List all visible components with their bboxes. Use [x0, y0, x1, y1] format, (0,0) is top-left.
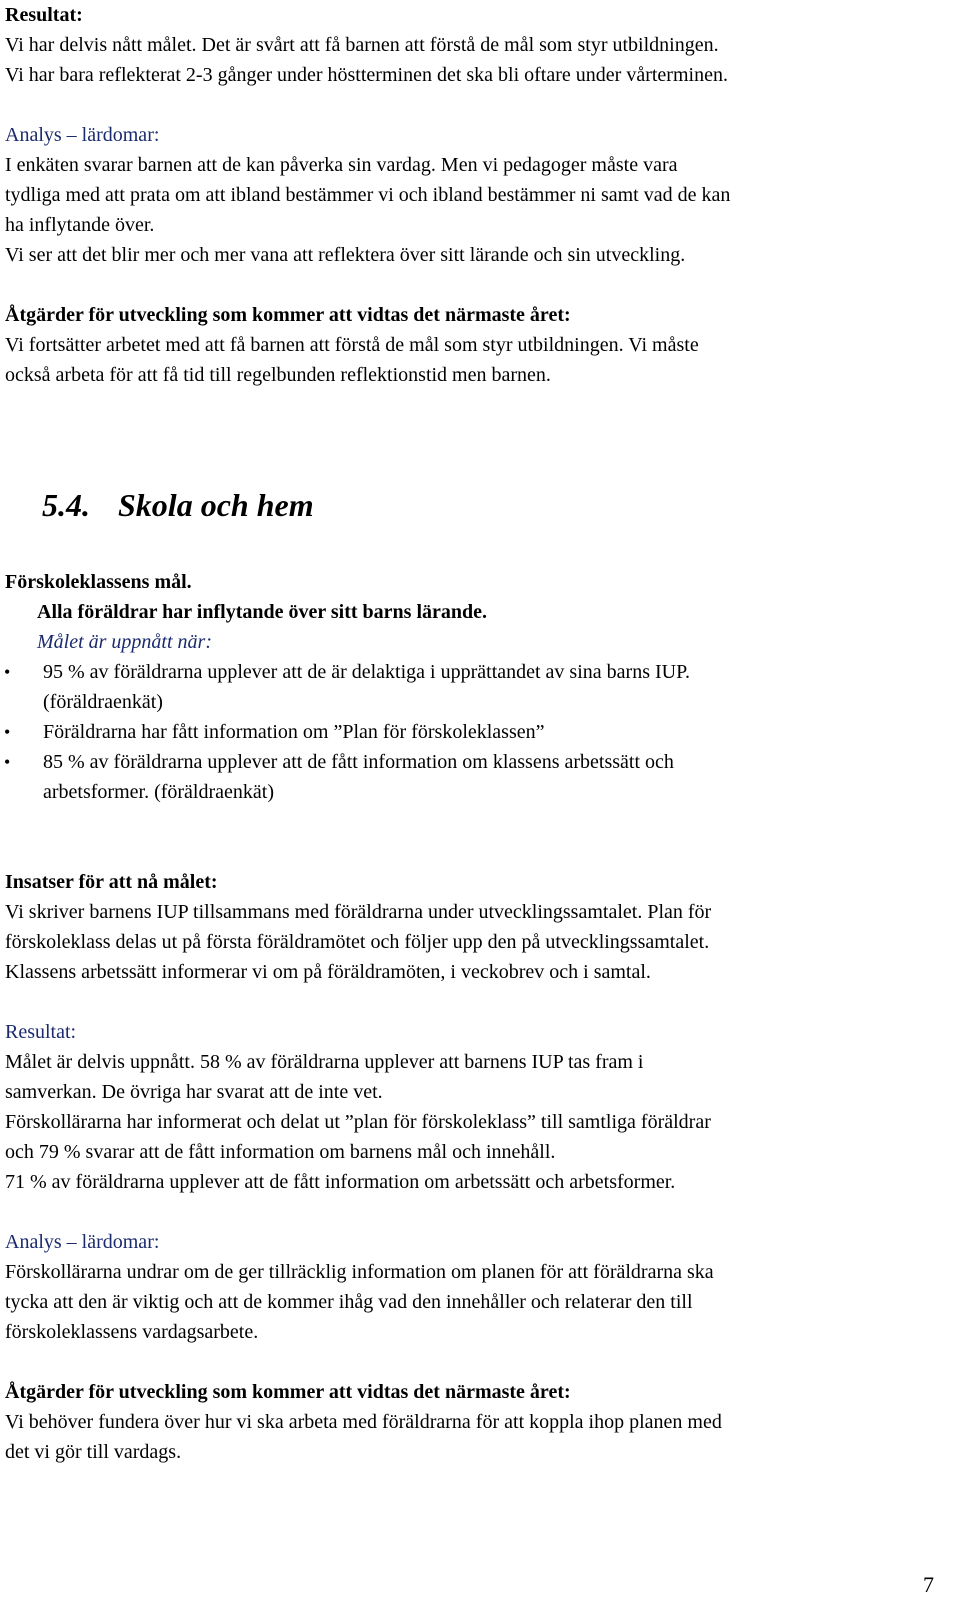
goal-criteria-list: [5, 657, 950, 807]
efforts-text: [5, 897, 950, 987]
section-number: 5.4.: [42, 487, 90, 523]
list-item-line: 85 % av föräldrarna upplever att de fått information om klassens arbetssätt och: [43, 751, 674, 773]
list-item-line: 95 % av föräldrarna upplever att de är delaktiga i upprättandet av sina barns IUP.: [43, 661, 690, 683]
actions2-line: det vi gör till vardags.: [5, 1441, 182, 1463]
analysis-line: ha inflytande över.: [5, 214, 155, 236]
efforts-line: förskoleklass delas ut på första föräldramötet och följer upp den på utvecklingssamtalet.: [5, 931, 710, 953]
analysis2-line: förskoleklassens vardagsarbete.: [5, 1321, 259, 1343]
actions2-heading: Åtgärder för utveckling som kommer att vidtas det närmaste året:: [5, 1381, 571, 1403]
actions-line: också arbeta för att få tid till regelbunden reflektionstid men barnen.: [5, 364, 551, 386]
actions-text: [5, 330, 950, 390]
analysis2-text: [5, 1257, 950, 1347]
analysis-text: [5, 150, 950, 270]
result2-heading: Resultat:: [5, 1021, 77, 1043]
analysis2-line: tycka att den är viktig och att de kommer ihåg vad den innehåller och relaterar den till: [5, 1291, 693, 1313]
bullet-icon: •: [4, 662, 11, 682]
goal-heading: Förskoleklassens mål.: [5, 571, 192, 593]
list-item: [5, 657, 950, 717]
analysis-line: tydliga med att prata om att ibland bestämmer vi och ibland bestämmer ni samt vad de kan: [5, 184, 731, 206]
bullet-icon: •: [4, 752, 11, 772]
result2-line: samverkan. De övriga har svarat att de inte vet.: [5, 1081, 383, 1103]
analysis2-line: Förskollärarna undrar om de ger tillräcklig information om planen för att föräldrarna ska: [5, 1261, 714, 1283]
actions-heading: Åtgärder för utveckling som kommer att vidtas det närmaste året:: [5, 304, 571, 326]
goal-title: Alla föräldrar har inflytande över sitt barns lärande.: [37, 601, 487, 623]
efforts-line: Klassens arbetssätt informerar vi om på föräldramöten, i veckobrev och i samtal.: [5, 961, 651, 983]
section-title: Skola och hem: [118, 487, 314, 523]
analysis2-heading: Analys – lärdomar:: [5, 1231, 160, 1253]
result2-text: [5, 1047, 950, 1197]
analysis-line: Vi ser att det blir mer och mer vana att reflektera över sitt lärande och sin utveckling.: [5, 244, 686, 266]
actions2-text: [5, 1407, 950, 1467]
actions-line: Vi fortsätter arbetet med att få barnen att förstå de mål som styr utbildningen. Vi måste: [5, 334, 699, 356]
bullet-icon: •: [4, 722, 11, 742]
actions2-line: Vi behöver fundera över hur vi ska arbeta med föräldrarna för att koppla ihop planen med: [5, 1411, 722, 1433]
result2-line: och 79 % svarar att de fått information om barnens mål och innehåll.: [5, 1141, 556, 1163]
page-number: 7: [923, 1572, 934, 1597]
analysis-line: I enkäten svarar barnen att de kan påverka sin vardag. Men vi pedagoger måste vara: [5, 154, 678, 176]
list-item: [5, 717, 950, 747]
list-item-line: (föräldraenkät): [43, 691, 163, 713]
result2-line: Målet är delvis uppnått. 58 % av föräldrarna upplever att barnens IUP tas fram i: [5, 1051, 644, 1073]
list-item-line: arbetsformer. (föräldraenkät): [43, 781, 274, 803]
result-line: Vi har bara reflekterat 2-3 gånger under höstterminen det ska bli oftare under vårterminen.: [5, 64, 728, 86]
result-text: [5, 30, 950, 90]
section-heading: [42, 485, 950, 525]
result-line: Vi har delvis nått målet. Det är svårt att få barnen att förstå de mål som styr utbildningen.: [5, 34, 719, 56]
efforts-heading: Insatser för att nå målet:: [5, 871, 218, 893]
efforts-line: Vi skriver barnens IUP tillsammans med föräldrarna under utvecklingssamtalet. Plan för: [5, 901, 712, 923]
analysis-heading: Analys – lärdomar:: [5, 124, 160, 146]
result-heading: Resultat:: [5, 4, 83, 26]
list-item-line: Föräldrarna har fått information om ”Plan för förskoleklassen”: [43, 721, 545, 743]
result2-line: 71 % av föräldrarna upplever att de fått information om arbetssätt och arbetsformer.: [5, 1171, 676, 1193]
list-item: [5, 747, 950, 807]
result2-line: Förskollärarna har informerat och delat ut ”plan för förskoleklass” till samtliga föräldrar: [5, 1111, 711, 1133]
goal-achieved-when: Målet är uppnått när:: [37, 631, 212, 653]
document-page: [5, 0, 950, 1467]
